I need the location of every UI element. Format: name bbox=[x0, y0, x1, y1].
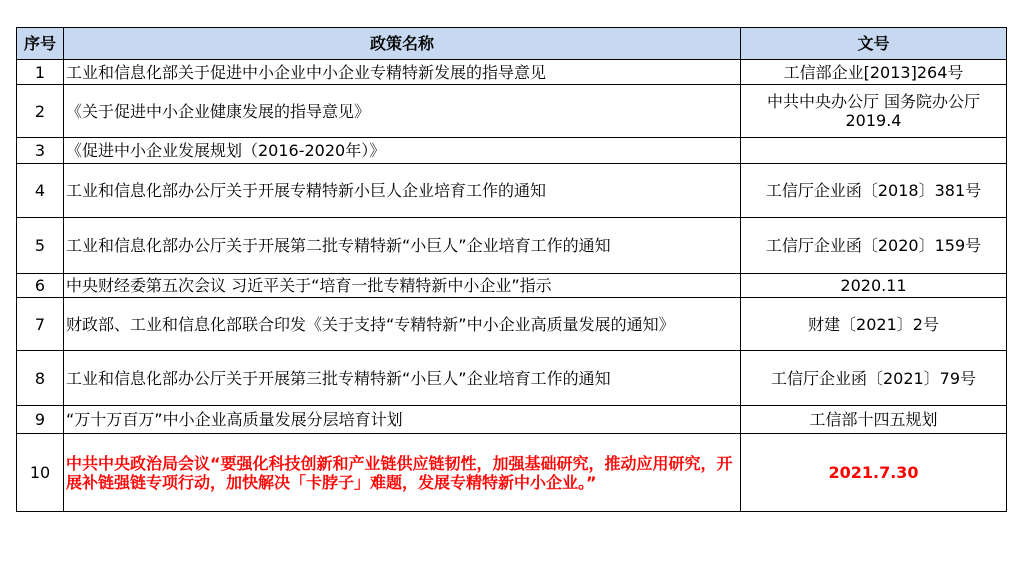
row-num: 10 bbox=[17, 434, 64, 512]
table-row-highlight bbox=[17, 434, 1007, 512]
header-name: 政策名称 bbox=[64, 28, 741, 60]
row-doc-number: 工信厅企业函〔2021〕79号 bbox=[741, 351, 1007, 406]
header-num: 序号 bbox=[17, 28, 64, 60]
row-doc-number: 工信部十四五规划 bbox=[741, 406, 1007, 434]
table-row bbox=[17, 218, 1007, 274]
row-doc-number: 财建〔2021〕2号 bbox=[741, 298, 1007, 351]
row-doc-number: 工信厅企业函〔2018〕381号 bbox=[741, 164, 1007, 218]
table-body bbox=[17, 60, 1007, 512]
row-doc-number: 工信厅企业函〔2020〕159号 bbox=[741, 218, 1007, 274]
row-policy-name: “万十万百万”中小企业高质量发展分层培育计划 bbox=[64, 406, 741, 434]
row-num: 8 bbox=[17, 351, 64, 406]
header-doc: 文号 bbox=[741, 28, 1007, 60]
row-doc-number: 中共中央办公厅 国务院办公厅 2019.4 bbox=[741, 85, 1007, 138]
table-row bbox=[17, 406, 1007, 434]
row-policy-name: 工业和信息化部关于促进中小企业中小企业专精特新发展的指导意见 bbox=[64, 60, 741, 85]
row-doc-number: 2021.7.30 bbox=[741, 434, 1007, 512]
row-policy-name: 《关于促进中小企业健康发展的指导意见》 bbox=[64, 85, 741, 138]
table-row bbox=[17, 60, 1007, 85]
header-row bbox=[17, 28, 1007, 60]
row-policy-name: 财政部、工业和信息化部联合印发《关于支持“专精特新”中小企业高质量发展的通知》 bbox=[64, 298, 741, 351]
policy-table bbox=[16, 27, 1007, 512]
row-num: 9 bbox=[17, 406, 64, 434]
row-doc-number: 2020.11 bbox=[741, 274, 1007, 298]
row-policy-name: 工业和信息化部办公厅关于开展第二批专精特新“小巨人”企业培育工作的通知 bbox=[64, 218, 741, 274]
row-policy-name: 工业和信息化部办公厅关于开展第三批专精特新“小巨人”企业培育工作的通知 bbox=[64, 351, 741, 406]
table-row bbox=[17, 138, 1007, 164]
row-num: 5 bbox=[17, 218, 64, 274]
row-policy-name: 中共中央政治局会议“要强化科技创新和产业链供应链韧性，加强基础研究，推动应用研究，开展补链强链专项行动，加快解决「卡脖子」难题，发展专精特新中小企业。” bbox=[64, 434, 741, 512]
row-num: 2 bbox=[17, 85, 64, 138]
row-doc-number bbox=[741, 138, 1007, 164]
table-row bbox=[17, 298, 1007, 351]
row-num: 7 bbox=[17, 298, 64, 351]
row-num: 4 bbox=[17, 164, 64, 218]
table-row bbox=[17, 351, 1007, 406]
row-num: 3 bbox=[17, 138, 64, 164]
row-num: 1 bbox=[17, 60, 64, 85]
row-policy-name: 中央财经委第五次会议 习近平关于“培育一批专精特新中小企业”指示 bbox=[64, 274, 741, 298]
row-policy-name: 《促进中小企业发展规划（2016-2020年）》 bbox=[64, 138, 741, 164]
row-doc-number: 工信部企业[2013]264号 bbox=[741, 60, 1007, 85]
table-row bbox=[17, 85, 1007, 138]
row-num: 6 bbox=[17, 274, 64, 298]
table-row bbox=[17, 164, 1007, 218]
row-policy-name: 工业和信息化部办公厅关于开展专精特新小巨人企业培育工作的通知 bbox=[64, 164, 741, 218]
table-header bbox=[17, 28, 1007, 60]
table-row bbox=[17, 274, 1007, 298]
